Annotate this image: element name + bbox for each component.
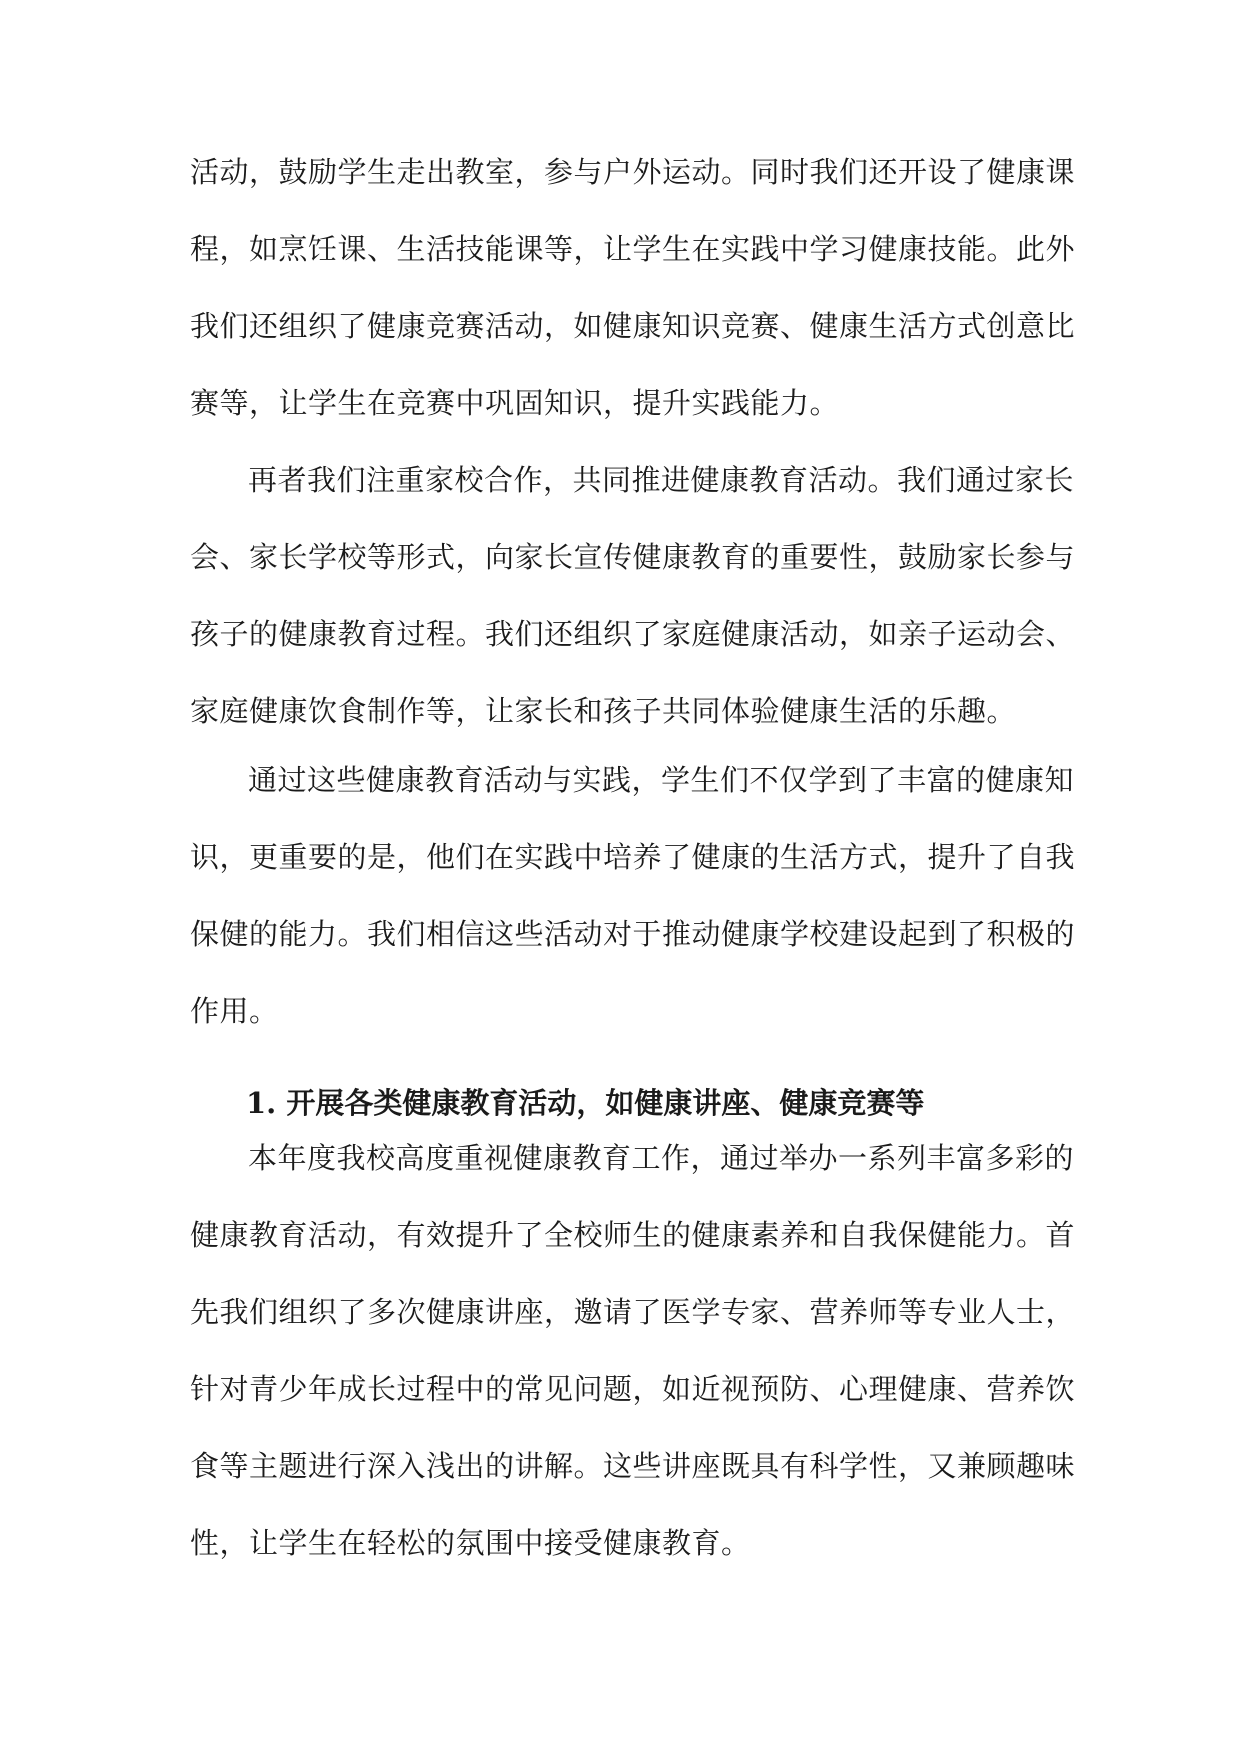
text-line: 食等主题进行深入浅出的讲解。这些讲座既具有科学性，又兼顾趣味 (190, 1449, 1076, 1483)
text-line: 活动，鼓励学生走出教室，参与户外运动。同时我们还开设了健康课 (190, 155, 1076, 189)
text-line: 通过这些健康教育活动与实践，学生们不仅学到了丰富的健康知 (248, 763, 1075, 797)
paragraph-conclusion (190, 742, 1076, 1050)
section-heading: 1. 开展各类健康教育活动，如健康讲座、健康竞赛等 (246, 1086, 925, 1120)
paragraph-home-school-cooperation (190, 442, 1076, 750)
text-line: 识，更重要的是，他们在实践中培养了健康的生活方式，提升了自我 (190, 840, 1076, 874)
text-line: 健康教育活动，有效提升了全校师生的健康素养和自我保健能力。首 (190, 1218, 1076, 1252)
text-line: 先我们组织了多次健康讲座，邀请了医学专家、营养师等专业人士， (190, 1295, 1076, 1329)
text-line: 性，让学生在轻松的氛围中接受健康教育。 (190, 1526, 751, 1560)
text-line: 家庭健康饮食制作等，让家长和孩子共同体验健康生活的乐趣。 (190, 694, 1017, 728)
text-line: 会、家长学校等形式，向家长宣传健康教育的重要性，鼓励家长参与 (190, 540, 1076, 574)
text-line: 程，如烹饪课、生活技能课等，让学生在实践中学习健康技能。此外 (190, 232, 1076, 266)
text-line: 孩子的健康教育过程。我们还组织了家庭健康活动，如亲子运动会、 (190, 617, 1076, 651)
text-line: 针对青少年成长过程中的常见问题，如近视预防、心理健康、营养饮 (190, 1372, 1076, 1406)
text-line: 再者我们注重家校合作，共同推进健康教育活动。我们通过家长 (248, 463, 1075, 497)
text-line: 我们还组织了健康竞赛活动，如健康知识竞赛、健康生活方式创意比 (190, 309, 1076, 343)
text-line: 本年度我校高度重视健康教育工作，通过举办一系列丰富多彩的 (248, 1141, 1075, 1175)
text-line: 保健的能力。我们相信这些活动对于推动健康学校建设起到了积极的 (190, 917, 1076, 951)
text-line: 作用。 (190, 994, 279, 1028)
paragraph-outdoor-activities (190, 134, 1076, 442)
paragraph-health-lectures (190, 1120, 1076, 1582)
text-line: 赛等，让学生在竞赛中巩固知识，提升实践能力。 (190, 386, 840, 420)
